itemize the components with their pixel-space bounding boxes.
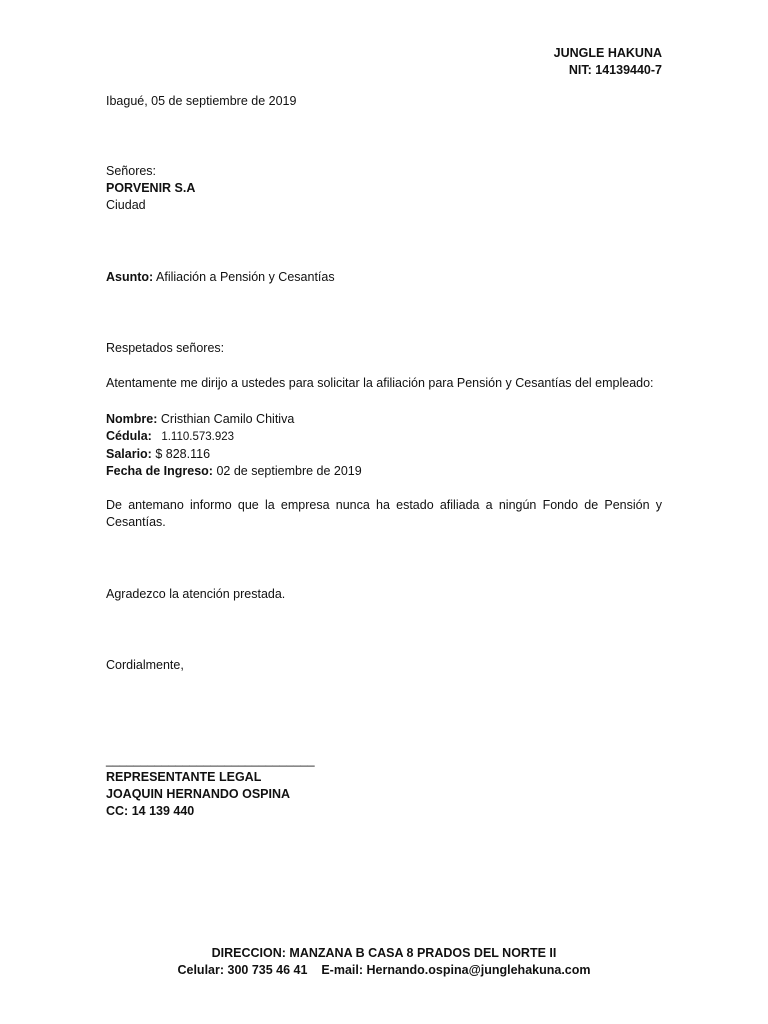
employee-id-label: Cédula: [106,429,152,443]
employee-start-value: 02 de septiembre de 2019 [216,464,362,478]
employee-salary-value: $ 828.116 [155,447,211,461]
recipient-name: PORVENIR S.A [106,181,196,195]
employee-id-row [106,428,362,446]
date-line: Ibagué, 05 de septiembre de 2019 [106,94,297,108]
signature-name: JOAQUIN HERNANDO OSPINA [106,787,291,801]
closing-line: Cordialmente, [106,658,184,672]
footer-contact: Celular: 300 735 46 41 E-mail: Hernando.ospina@junglehakuna.com [177,963,591,977]
subject-text: Afiliación a Pensión y Cesantías [156,270,335,284]
greeting: Respetados señores: [106,341,225,355]
thanks-line: Agradezco la atención prestada. [106,587,286,601]
signature-role: REPRESENTANTE LEGAL [106,770,262,784]
company-header [420,45,662,79]
employee-salary-row [106,446,362,463]
intro-paragraph: Atentamente me dirijo a ustedes para solicitar la afiliación para Pensión y Cesantías del empleado: [106,376,654,390]
signature-cc: CC: 14 139 440 [106,804,195,818]
signature-line: ______________________________ [106,753,315,767]
recipient-city: Ciudad [106,198,146,212]
company-name: JUNGLE HAKUNA [553,46,662,60]
subject-line [106,269,335,286]
recipient-block [106,163,195,214]
employee-id-value: 1.110.573.923 [161,431,235,443]
employee-name-row [106,411,362,428]
note-paragraph: De antemano informo que la empresa nunca ha estado afiliada a ningún Fondo de Pensión y Cesantías. [106,498,662,529]
footer-address: DIRECCION: MANZANA B CASA 8 PRADOS DEL NORTE II [211,946,557,960]
company-nit: NIT: 14139440-7 [568,63,662,77]
subject-label: Asunto: [106,270,154,284]
recipient-salutation: Señores: [106,164,157,178]
employee-salary-label: Salario: [106,447,152,461]
employee-name-value: Cristhian Camilo Chitiva [160,412,295,426]
employee-details [106,411,362,480]
employee-name-label: Nombre: [106,412,158,426]
signature-block [106,752,315,820]
employee-start-label: Fecha de Ingreso: [106,464,213,478]
employee-start-row [106,463,362,480]
footer [0,945,768,979]
